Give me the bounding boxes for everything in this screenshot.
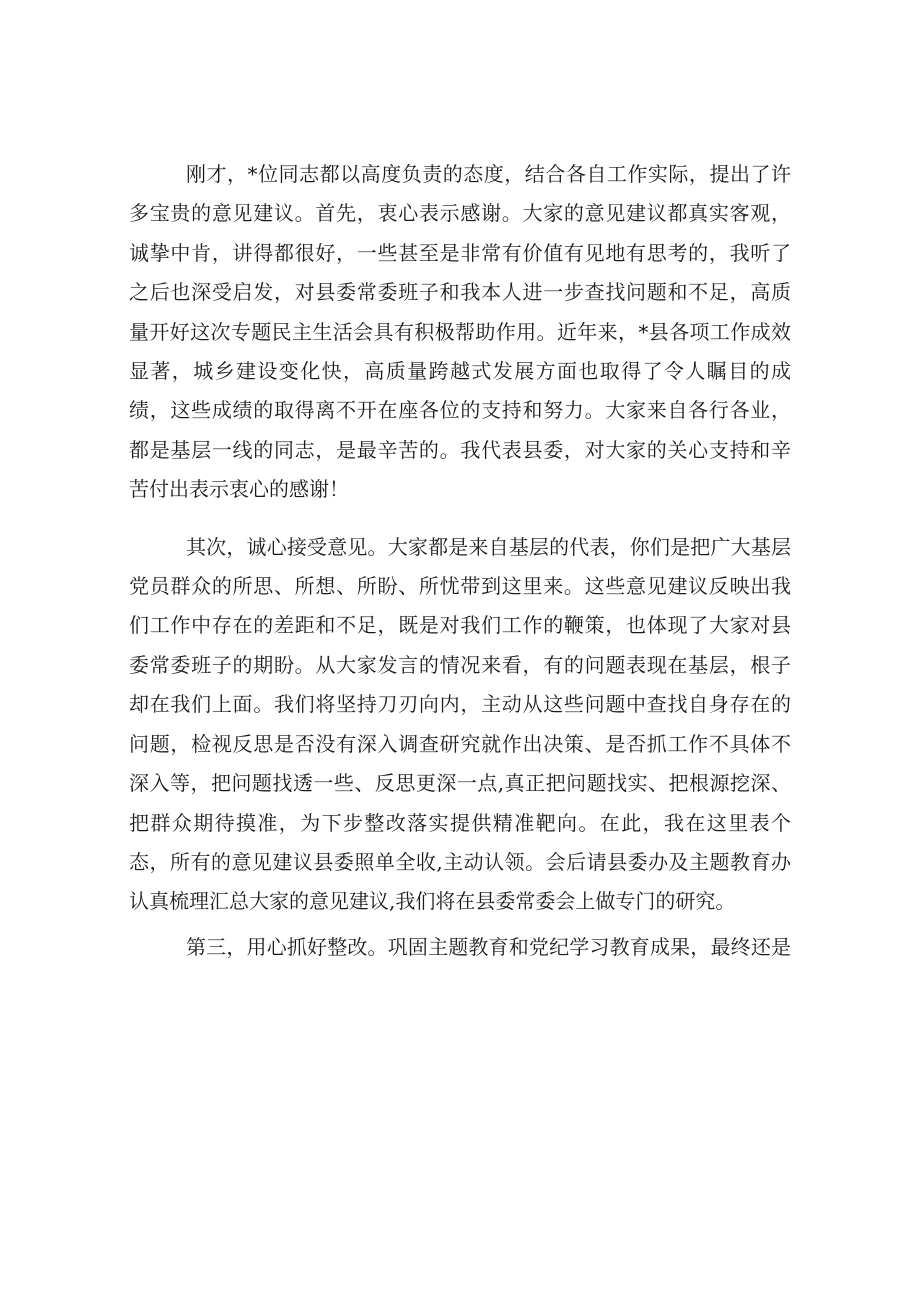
paragraph-line: 深入等，把问题找透一些、反思更深一点,真正把问题找实、把根源挖深、 bbox=[129, 771, 791, 796]
paragraph-line: 刚才，*位同志都以高度负责的态度，结合各自工作实际，提出了许 bbox=[186, 162, 791, 186]
paragraph-line: 认真梳理汇总大家的意见建议,我们将在县委常委会上做专门的研究。 bbox=[129, 889, 736, 914]
paragraph-line: 都是基层一线的同志，是最辛苦的。我代表县委，对大家的关心支持和辛 bbox=[129, 437, 791, 462]
paragraph-line: 量开好这次专题民主生活会具有积极帮助作用。近年来，*县各项工作成效 bbox=[129, 319, 791, 344]
paragraph-line: 第三，用心抓好整改。巩固主题教育和党纪学习教育成果，最终还是 bbox=[186, 934, 791, 959]
paragraph-line: 却在我们上面。我们将坚持刀刃向内，主动从这些问题中查找自身存在的 bbox=[129, 692, 791, 717]
paragraph-1 bbox=[129, 155, 809, 510]
paragraph-line: 们工作中存在的差距和不足，既是对我们工作的鞭策，也体现了大家对县 bbox=[129, 613, 791, 638]
paragraph-line: 绩，这些成绩的取得离不开在座各位的支持和努力。大家来自各行各业， bbox=[129, 398, 791, 423]
paragraph-line: 诚挚中肯，讲得都很好，一些甚至是非常有价值有见地有思考的，我听了 bbox=[129, 240, 791, 265]
paragraph-line: 苦付出表示衷心的感谢！ bbox=[129, 477, 349, 502]
paragraph-line: 之后也深受启发，对县委常委班子和我本人进一步查找问题和不足，高质 bbox=[129, 280, 791, 305]
paragraph-line: 显著，城乡建设变化快，高质量跨越式发展方面也取得了令人瞩目的成 bbox=[129, 359, 791, 384]
paragraph-line: 党员群众的所思、所想、所盼、所忧带到这里来。这些意见建议反映出我 bbox=[129, 574, 791, 599]
document-body bbox=[129, 155, 809, 967]
paragraph-3 bbox=[129, 928, 809, 967]
paragraph-line: 委常委班子的期盼。从大家发言的情况来看，有的问题表现在基层，根子 bbox=[129, 652, 791, 677]
paragraph-2 bbox=[129, 528, 809, 922]
paragraph-line: 问题，检视反思是否没有深入调查研究就作出决策、是否抓工作不具体不 bbox=[129, 731, 791, 756]
paragraph-line: 把群众期待摸准，为下步整改落实提供精准靶向。在此，我在这里表个 bbox=[129, 810, 791, 835]
paragraph-line: 态，所有的意见建议县委照单全收,主动认领。会后请县委办及主题教育办 bbox=[129, 849, 791, 874]
paragraph-line: 多宝贵的意见建议。首先，衷心表示感谢。大家的意见建议都真实客观， bbox=[129, 201, 791, 226]
paragraph-line: 其次，诚心接受意见。大家都是来自基层的代表，你们是把广大基层 bbox=[186, 534, 791, 559]
